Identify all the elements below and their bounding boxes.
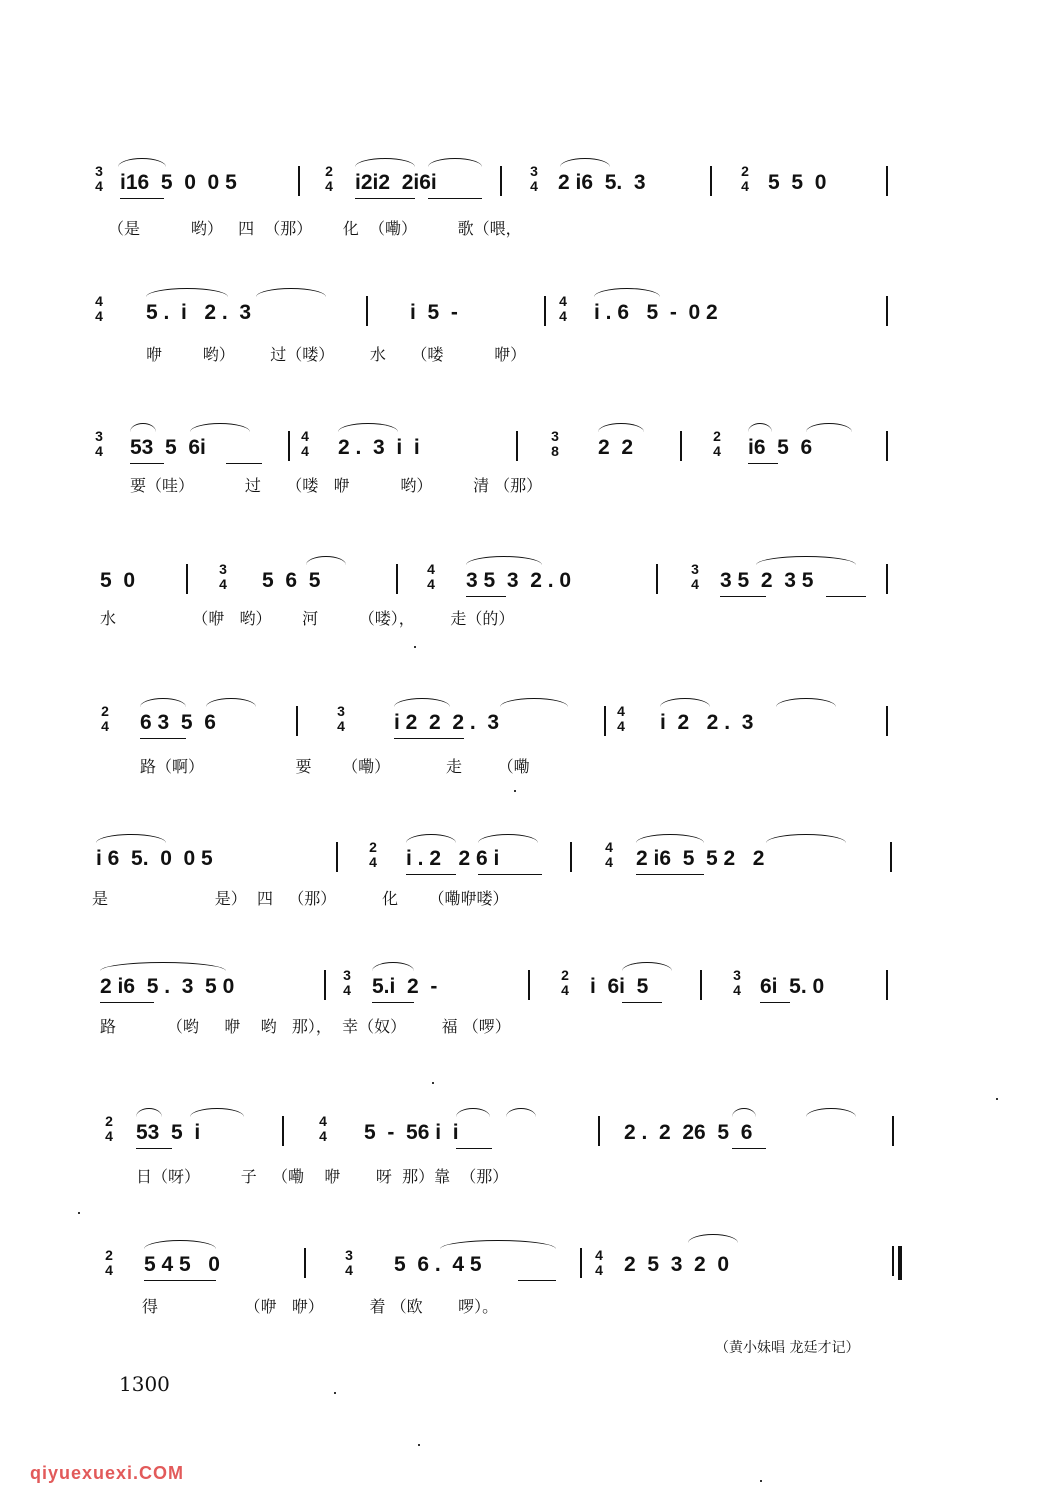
bar-line (890, 842, 892, 872)
beam-underline (136, 1148, 172, 1149)
time-signature: 4 4 (605, 839, 613, 870)
beam-underline (406, 874, 456, 875)
slur (466, 556, 542, 565)
lyrics-line: 日（呀） 子 （嘞 咿 呀 那）靠 （那） (136, 1167, 509, 1186)
print-speck (760, 1480, 762, 1482)
slur (748, 423, 772, 432)
bar-line (296, 706, 298, 736)
notes-segment: 5 4 5 0 (144, 1253, 220, 1276)
notes-segment: 3 5 3 2 . 0 (466, 569, 572, 592)
slur (256, 288, 326, 297)
notes-segment: 53 5 i (136, 1121, 201, 1144)
notes-segment: 2 i6 5 . 3 5 0 (100, 975, 235, 998)
slur (140, 698, 186, 707)
bar-line (186, 564, 188, 594)
time-signature: 2 4 (325, 163, 333, 194)
slur (660, 698, 710, 707)
slur (136, 1108, 162, 1117)
beam-underline (355, 198, 415, 199)
slur (598, 423, 644, 432)
lyrics-line: 是 是） 四 （那） 化 （嘞咿喽） (92, 889, 509, 908)
notes-segment: 5.i 2 - (372, 975, 438, 998)
notes-segment: 2 2 (598, 436, 634, 459)
slur (190, 1108, 244, 1117)
bar-line (516, 431, 518, 461)
beam-underline (748, 463, 778, 464)
slur (560, 158, 610, 167)
slur (456, 1108, 490, 1117)
slur (440, 1240, 556, 1249)
slur (776, 698, 836, 707)
lyrics-line: （是 哟） 四 （那） 化 （嘞） 歌（喂， (108, 219, 522, 238)
time-signature: 4 4 (427, 561, 435, 592)
bar-line (700, 970, 702, 1000)
watermark: qiyuexuexi.COM (30, 1463, 185, 1483)
slur (118, 158, 166, 167)
time-signature: 4 4 (319, 1113, 327, 1144)
lyrics-line: 咿 哟） 过（喽） 水 （喽 咿） (146, 345, 527, 364)
time-signature: 3 4 (95, 163, 103, 194)
slur (500, 698, 568, 707)
beam-underline (120, 198, 164, 199)
slur (96, 834, 166, 843)
slur (130, 423, 156, 432)
notes-segment: 53 5 6i (130, 436, 206, 459)
bar-line-final (898, 1246, 902, 1280)
bar-line (528, 970, 530, 1000)
bar-line (598, 1116, 600, 1146)
slur (506, 1108, 536, 1117)
lyrics-line: 要（哇） 过 （喽 咿 哟） 清 （那） (130, 476, 543, 495)
slur (478, 834, 538, 843)
lyrics-line: 水 （咿 哟） 河 （喽）， 走（的） (100, 609, 515, 628)
notes-segment: 2 . 3 i i (338, 436, 420, 459)
time-signature: 3 4 (530, 163, 538, 194)
print-speck (418, 1444, 420, 1446)
bar-line (288, 431, 290, 461)
slur (338, 423, 398, 432)
slur (766, 834, 846, 843)
bar-line (886, 706, 888, 736)
notes-segment: i2i2 2i6i (355, 171, 437, 194)
time-signature: 3 4 (343, 967, 351, 998)
print-speck (78, 1212, 80, 1214)
beam-underline (466, 596, 506, 597)
bar-line (336, 842, 338, 872)
bar-line (680, 431, 682, 461)
beam-underline (144, 1280, 216, 1281)
time-signature: 4 4 (95, 293, 103, 324)
print-speck (514, 790, 516, 792)
bar-line (544, 296, 546, 326)
slur (806, 1108, 856, 1117)
notes-segment: 2 i6 5 5 2 2 (636, 847, 765, 870)
slur (594, 288, 660, 297)
page-number: 1300 (119, 1372, 170, 1396)
notes-segment: i 6 5. 0 0 5 (96, 847, 213, 870)
bar-line (656, 564, 658, 594)
beam-underline (226, 463, 262, 464)
time-signature: 2 4 (741, 163, 749, 194)
notes-segment: 5 5 0 (768, 171, 827, 194)
slur (372, 962, 414, 971)
slur (756, 556, 856, 565)
beam-underline (636, 874, 704, 875)
bar-line (298, 166, 300, 196)
beam-underline (456, 1148, 492, 1149)
beam-underline (732, 1148, 766, 1149)
print-speck (432, 1082, 434, 1084)
slur (306, 556, 346, 565)
bar-line (710, 166, 712, 196)
bar-line (570, 842, 572, 872)
time-signature: 2 4 (713, 428, 721, 459)
notes-segment: 6i 5. 0 (760, 975, 825, 998)
notes-segment: 3 5 2 3 5 (720, 569, 814, 592)
lyrics-line: 路（啊） 要 （嘞） 走 （嘞 (140, 757, 530, 776)
notes-segment: 5 - 56 i i (364, 1121, 459, 1144)
bar-line (500, 166, 502, 196)
bar-line (886, 564, 888, 594)
slur (144, 1240, 216, 1249)
time-signature: 2 4 (105, 1247, 113, 1278)
bar-line (886, 166, 888, 196)
slur (100, 962, 226, 971)
notes-segment: i6 5 6 (748, 436, 813, 459)
slur (806, 423, 852, 432)
bar-line (366, 296, 368, 326)
beam-underline (100, 1002, 154, 1003)
time-signature: 2 4 (369, 839, 377, 870)
lyrics-line: 路 （哟 咿 哟 那）， 幸（奴） 福 （啰） (100, 1017, 511, 1036)
beam-underline (394, 738, 464, 739)
slur (406, 834, 456, 843)
beam-underline (372, 1002, 414, 1003)
slur (206, 698, 256, 707)
beam-underline (826, 596, 866, 597)
bar-line (892, 1116, 894, 1146)
notes-segment: i 2 2 2 . 3 (394, 711, 500, 734)
notes-segment: 2 . 2 26 5 6 (624, 1121, 753, 1144)
notes-segment: i . 2 2 6 i (406, 847, 500, 870)
bar-line (282, 1116, 284, 1146)
slur (688, 1234, 738, 1243)
notes-segment: 5 . i 2 . 3 (146, 301, 252, 324)
notes-segment: i16 5 0 0 5 (120, 171, 237, 194)
time-signature: 2 4 (561, 967, 569, 998)
notes-segment: i 5 - (410, 301, 458, 324)
notes-segment: i 6i 5 (590, 975, 649, 998)
notes-segment: 5 6 . 4 5 (394, 1253, 482, 1276)
time-signature: 4 4 (617, 703, 625, 734)
notes-segment: 5 0 (100, 569, 136, 592)
bar-line (886, 431, 888, 461)
time-signature: 4 4 (595, 1247, 603, 1278)
notes-segment: 2 i6 5. 3 (558, 171, 646, 194)
time-signature: 2 4 (105, 1113, 113, 1144)
time-signature: 3 4 (691, 561, 699, 592)
notes-segment: i 2 2 . 3 (660, 711, 754, 734)
lyrics-line: 得 （咿 咿） 着 （欧 啰）。 (142, 1297, 499, 1316)
beam-underline (720, 596, 766, 597)
notes-segment: 5 6 5 (262, 569, 321, 592)
bar-line (886, 970, 888, 1000)
time-signature: 3 4 (345, 1247, 353, 1278)
time-signature: 2 4 (101, 703, 109, 734)
time-signature: 3 4 (733, 967, 741, 998)
performer-credit: （黄小妹唱 龙廷才记） (715, 1340, 860, 1356)
beam-underline (130, 463, 164, 464)
time-signature: 3 4 (337, 703, 345, 734)
time-signature: 4 4 (559, 293, 567, 324)
slur (190, 423, 250, 432)
slur (428, 158, 482, 167)
beam-underline (518, 1280, 556, 1281)
print-speck (996, 1098, 998, 1100)
slur (355, 158, 415, 167)
slur (622, 962, 672, 971)
time-signature: 3 8 (551, 428, 559, 459)
bar-line-final (892, 1246, 894, 1276)
bar-line (580, 1248, 582, 1278)
bar-line (324, 970, 326, 1000)
time-signature: 3 4 (219, 561, 227, 592)
beam-underline (622, 1002, 662, 1003)
time-signature: 4 4 (301, 428, 309, 459)
print-speck (334, 1392, 336, 1394)
slur (394, 698, 450, 707)
notes-segment: i . 6 5 - 0 2 (594, 301, 718, 324)
beam-underline (428, 198, 482, 199)
print-speck (414, 646, 416, 648)
bar-line (604, 706, 606, 736)
bar-line (304, 1248, 306, 1278)
notes-segment: 2 5 3 2 0 (624, 1253, 730, 1276)
time-signature: 3 4 (95, 428, 103, 459)
beam-underline (760, 1002, 790, 1003)
slur (146, 288, 228, 297)
beam-underline (478, 874, 542, 875)
beam-underline (140, 738, 186, 739)
slur (636, 834, 704, 843)
slur (732, 1108, 756, 1117)
bar-line (396, 564, 398, 594)
bar-line (886, 296, 888, 326)
notes-segment: 6 3 5 6 (140, 711, 216, 734)
